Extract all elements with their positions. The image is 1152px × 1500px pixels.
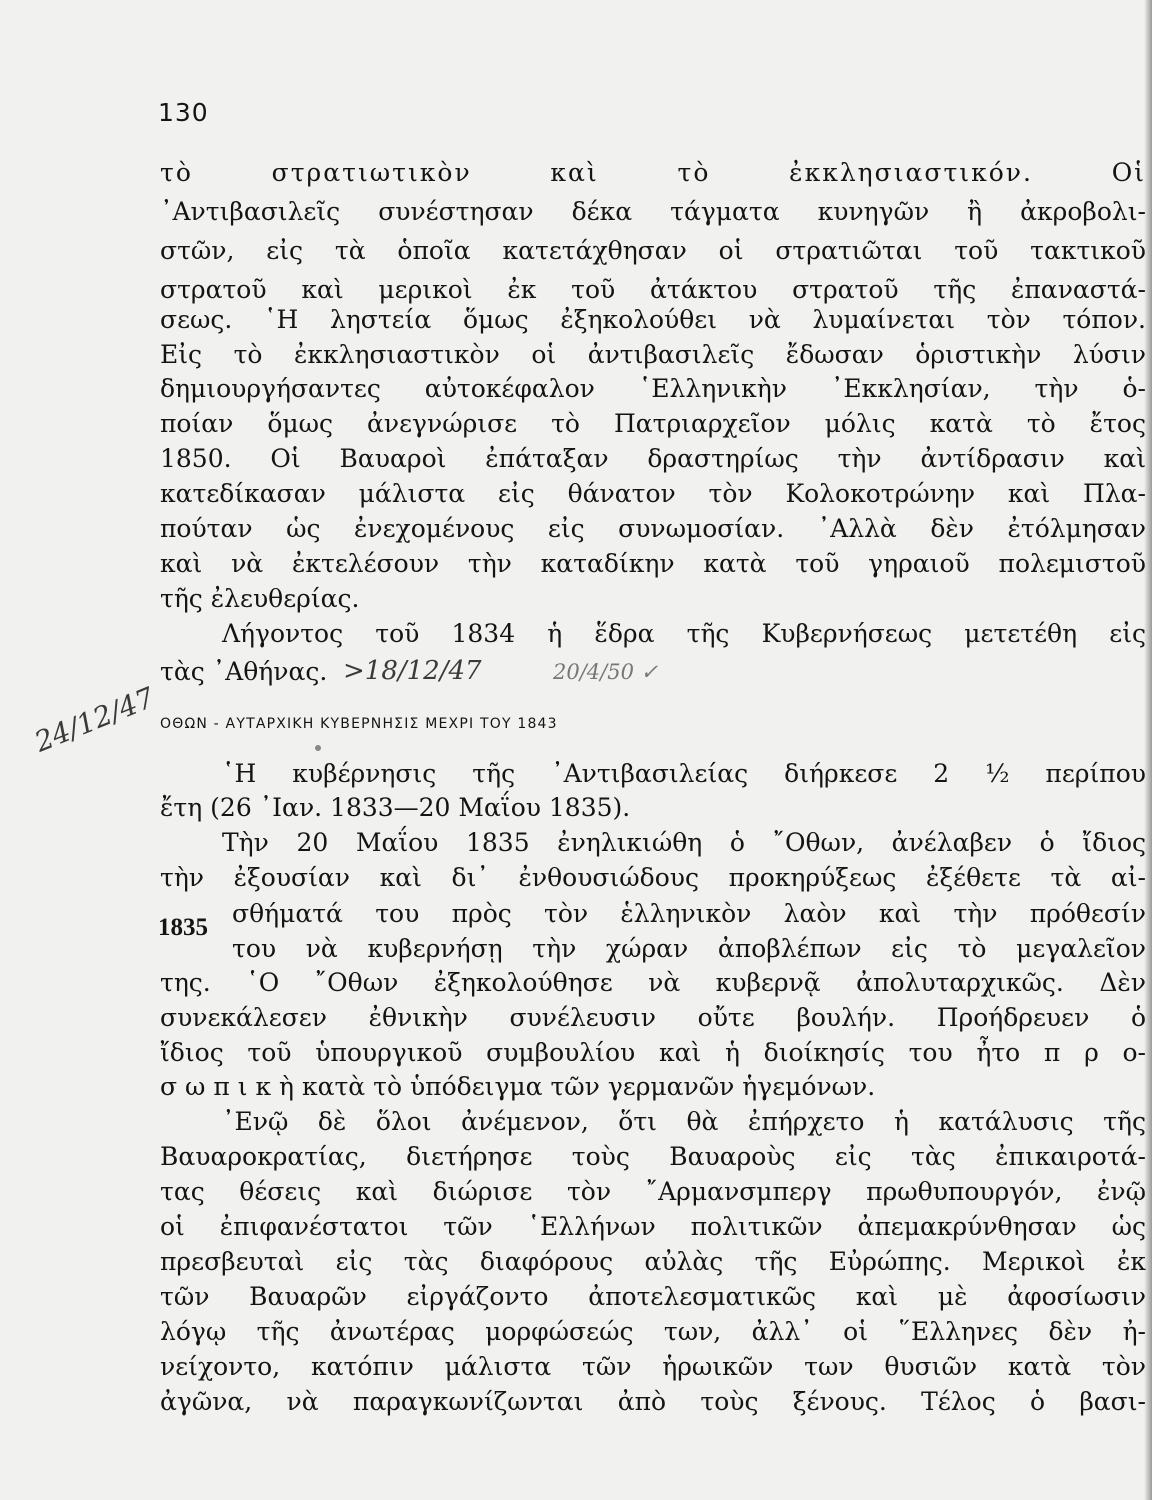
handwritten-margin-date: 24/12/47 [30,680,159,759]
handwritten-date: >18/12/47 [343,656,482,686]
text-line: πρεσβευταὶ εἰς τὰς διαφόρους αὐλὰς τῆς Εὐρώπης. Μερικοὶ ἐκ [160,1247,1146,1276]
text-line: δημιουργήσαντες αὐτοκέφαλον ῾Ελληνικὴν ᾿Εκκλησίαν, τὴν ὁ- [160,374,1146,403]
text-line: τῆς ἐλευθερίας. [160,584,360,613]
text-line: Βαυαροκρατίας, διετήρησε τοὺς Βαυαροὺς εἰς τὰς ἐπικαιροτά- [160,1142,1146,1171]
text-line: του νὰ κυβερνήσῃ τὴν χώραν ἀποβλέπων εἰς τὸ μεγαλεῖον [232,934,1146,963]
text-line: ἀγῶνα, νὰ παραγκωνίζωνται ἀπὸ τοὺς ξένους. Τέλος ὁ βασι- [160,1387,1146,1416]
text-line: τας θέσεις καὶ διώρισε τὸν ῎Αρμανσμπεργ πρωθυπουργόν, ἐνῷ [160,1177,1146,1206]
text-line: 1850. Οἱ Βαυαροὶ ἐπάταξαν δραστηρίως τὴν ἀντίδρασιν καὶ [160,444,1146,473]
text-line: ᾿Αντιβασιλεῖς συνέστησαν δέκα τάγματα κυνηγῶν ἢ ἀκροβολι- [160,197,1146,226]
text-line: ἴδιος τοῦ ὑπουργικοῦ συμβουλίου καὶ ἡ διοίκησίς του ἦτο π ρ ο- [160,1038,1146,1067]
text-line: ῾Η κυβέρνησις τῆς ᾿Αντιβασιλείας διήρκεσε 2 ½ περίπου [222,759,1146,788]
text-line: Λήγοντος τοῦ 1834 ἡ ἕδρα τῆς Κυβερνήσεως μετετέθη εἰς [222,619,1146,648]
text-line: της. ῾Ο ῎Οθων ἐξηκολούθησε νὰ κυβερνᾷ ἀπολυταρχικῶς. Δὲν [160,968,1146,997]
text-line: πούταν ὡς ἐνεχομένους εἰς συνωμοσίαν. ᾿Αλλὰ δὲν ἐτόλμησαν [160,514,1146,543]
text-line: οἱ ἐπιφανέστατοι τῶν ῾Ελλήνων πολιτικῶν ἀπεμακρύνθησαν ὡς [160,1212,1146,1241]
text-line: καὶ νὰ ἐκτελέσουν τὴν καταδίκην κατὰ τοῦ γηραιοῦ πολεμιστοῦ [160,549,1146,578]
text-line: τῶν Βαυαρῶν εἰργάζοντο ἀποτελεσματικῶς καὶ μὲ ἀφοσίωσιν [160,1282,1146,1311]
ink-speck [315,745,321,751]
handwritten-date: 20/4/50 ✓ [553,660,659,684]
text-line: ἔτη (26 ᾿Ιαν. 1833—20 Μαΐου 1835). [160,793,631,822]
text-line: στρατοῦ καὶ μερικοὶ ἐκ τοῦ ἀτάκτου στρατοῦ τῆς ἐπαναστά- [160,275,1146,304]
text-line: στῶν, εἰς τὰ ὁποῖα κατετάχθησαν οἱ στρατιῶται τοῦ τακτικοῦ [160,236,1146,265]
text-line: ᾿Ενῷ δὲ ὅλοι ἀνέμενον, ὅτι θὰ ἐπήρχετο ἡ κατάλυσις τῆς [222,1107,1146,1136]
text-line: τὸ στρατιωτικὸν καὶ τὸ ἐκκλησιαστικόν. Οἱ [160,158,1146,187]
text-line: τὰς ᾿Αθήνας. [160,657,328,686]
text-line: σθήματά του πρὸς τὸν ἑλληνικὸν λαὸν καὶ τὴν πρόθεσίν [232,899,1146,928]
section-heading: ΟΘΩΝ - ΑΥΤΑΡΧΙΚΗ ΚΥΒΕΡΝΗΣΙΣ ΜΕΧΡΙ ΤΟΥ 1843 [160,716,558,732]
text-line: ποίαν ὅμως ἀνεγνώρισε τὸ Πατριαρχεῖον μόλις κατὰ τὸ ἔτος [160,409,1146,438]
text-line: Εἰς τὸ ἐκκλησιαστικὸν οἱ ἀντιβασιλεῖς ἔδωσαν ὁριστικὴν λύσιν [160,340,1146,369]
text-line: κατεδίκασαν μάλιστα εἰς θάνατον τὸν Κολοκοτρώνην καὶ Πλα- [160,479,1146,508]
margin-year: 1835 [158,914,208,941]
text-line: λόγῳ τῆς ἀνωτέρας μορφώσεώς των, ἀλλ᾿ οἱ ῞Ελληνες δὲν ἠ- [160,1317,1146,1346]
text-line: τὴν ἐξουσίαν καὶ δι᾿ ἐνθουσιώδους προκηρύξεως ἐξέθετε τὰ αἰ- [160,863,1146,892]
text-line: Τὴν 20 Μαΐου 1835 ἐνηλικιώθη ὁ ῎Οθων, ἀνέλαβεν ὁ ἴδιος [222,828,1146,857]
text-line: νείχοντο, κατόπιν μάλιστα τῶν ἡρωικῶν των θυσιῶν κατὰ τὸν [160,1352,1146,1381]
text-line: σ ω π ι κ ὴ κατὰ τὸ ὑπόδειγμα τῶν γερμανῶν ἡγεμόνων. [160,1072,876,1101]
text-line: συνεκάλεσεν ἐθνικὴν συνέλευσιν οὔτε βουλήν. Προήδρευεν ὁ [160,1003,1146,1032]
page-number: 130 [158,98,209,127]
text-line: σεως. ῾Η ληστεία ὅμως ἐξηκολούθει νὰ λυμαίνεται τὸν τόπον. [160,305,1146,334]
